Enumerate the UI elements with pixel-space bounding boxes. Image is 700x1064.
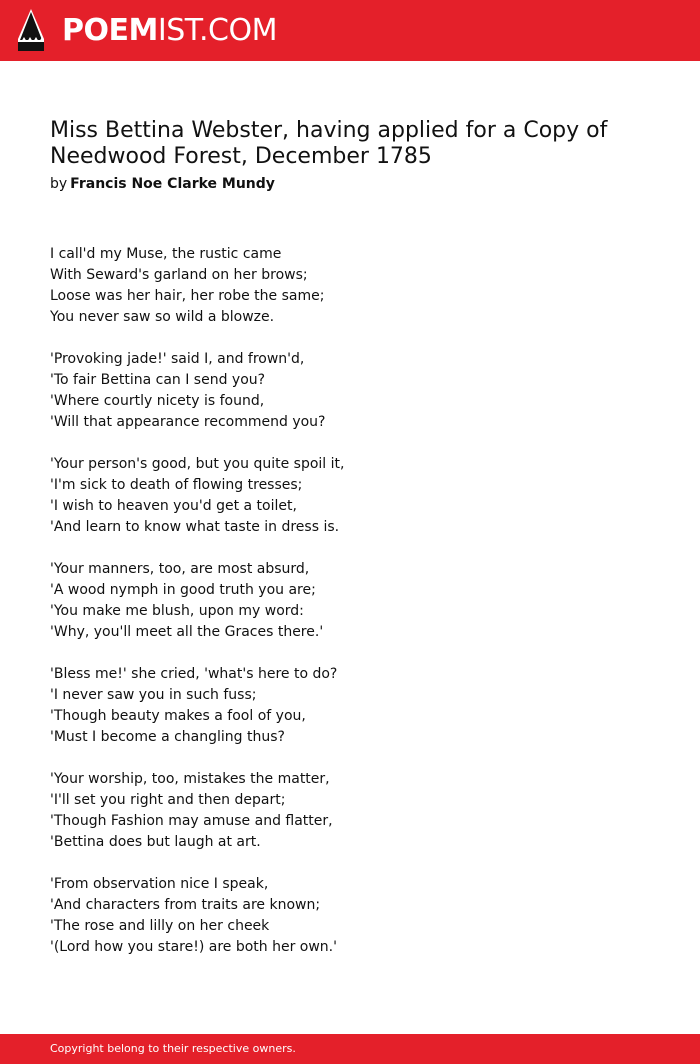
poem-stanza	[50, 454, 650, 538]
poem-stanza	[50, 244, 650, 328]
logo-bold-text: POEM	[62, 13, 158, 48]
poem-line: 'Your manners, too, are most absurd,	[50, 561, 310, 577]
poem-stanza	[50, 559, 650, 643]
poem-line: 'Bless me!' she cried, 'what's here to do?	[50, 666, 338, 682]
poem-line: 'I never saw you in such fuss;	[50, 687, 257, 703]
poem-line: Loose was her hair, her robe the same;	[50, 288, 325, 304]
poem-line: 'A wood nymph in good truth you are;	[50, 582, 316, 598]
poem-line: 'Your worship, too, mistakes the matter,	[50, 771, 330, 787]
poem-body	[50, 244, 650, 979]
copyright-notice: Copyright belong to their respective owners.	[50, 1042, 296, 1055]
poem-stanza	[50, 349, 650, 433]
poem-line: You never saw so wild a blowze.	[50, 309, 275, 325]
poem-line: 'I'm sick to death of flowing tresses;	[50, 477, 303, 493]
poem-line: '(Lord how you stare!) are both her own.'	[50, 939, 337, 955]
poem-line: 'And characters from traits are known;	[50, 897, 321, 913]
byline-prefix: by	[50, 176, 68, 192]
poem-line: 'Where courtly nicety is found,	[50, 393, 265, 409]
site-footer	[0, 1034, 700, 1064]
poem-line: 'Though beauty makes a fool of you,	[50, 708, 306, 724]
poem-line: 'And learn to know what taste in dress is.	[50, 519, 340, 535]
site-logo[interactable]	[62, 11, 277, 51]
logo-light-text: IST.COM	[157, 13, 277, 48]
poem-stanza	[50, 664, 650, 748]
poem-line: 'To fair Bettina can I send you?	[50, 372, 266, 388]
poem-line: 'Your person's good, but you quite spoil it,	[50, 456, 345, 472]
poem-line: 'Will that appearance recommend you?	[50, 414, 326, 430]
pencil-tip-icon	[18, 9, 44, 51]
poem-line: 'Why, you'll meet all the Graces there.'	[50, 624, 324, 640]
site-header	[0, 0, 700, 61]
author-name: Francis Noe Clarke Mundy	[70, 176, 275, 192]
poem-title: Miss Bettina Webster, having applied for a Copy of Needwood Forest, December 1785	[50, 118, 608, 169]
poem-stanza	[50, 874, 650, 958]
poem-line: 'Bettina does but laugh at art.	[50, 834, 261, 850]
poem-line: 'I'll set you right and then depart;	[50, 792, 286, 808]
poem-line: 'The rose and lilly on her cheek	[50, 918, 270, 934]
poem-line: 'You make me blush, upon my word:	[50, 603, 304, 619]
poem-line: 'From observation nice I speak,	[50, 876, 269, 892]
byline	[50, 173, 275, 195]
poem-line: 'I wish to heaven you'd get a toilet,	[50, 498, 297, 514]
poem-stanza	[50, 769, 650, 853]
poem-line: I call'd my Muse, the rustic came	[50, 246, 282, 262]
poem-line: With Seward's garland on her brows;	[50, 267, 308, 283]
poem-line: 'Though Fashion may amuse and flatter,	[50, 813, 333, 829]
poem-line: 'Must I become a changling thus?	[50, 729, 285, 745]
poem-line: 'Provoking jade!' said I, and frown'd,	[50, 351, 305, 367]
